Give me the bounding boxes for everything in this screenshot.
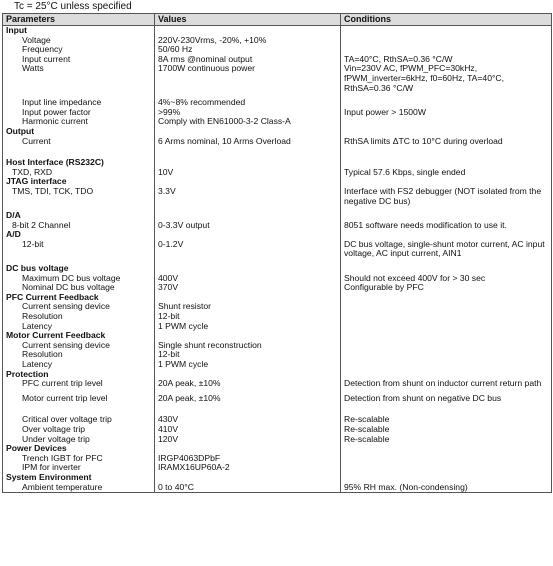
- condition-cell: Should not exceed 400V for > 30 sec: [341, 274, 552, 284]
- parameter-cell: TXD, RXD: [3, 168, 155, 178]
- parameter-cell: Input: [3, 26, 155, 36]
- header-values: Values: [155, 14, 341, 26]
- table-row: [3, 36, 552, 46]
- parameter-cell: System Environment: [3, 473, 155, 483]
- parameter-cell: 12-bit: [3, 240, 155, 259]
- value-cell: 0 to 40°C: [155, 483, 341, 493]
- table-row: [3, 454, 552, 464]
- value-cell: [155, 177, 341, 187]
- parameter-cell: Motor Current Feedback: [3, 331, 155, 341]
- parameter-cell: Protection: [3, 370, 155, 380]
- table-row: [3, 240, 552, 259]
- parameter-cell: Host Interface (RS232C): [3, 158, 155, 168]
- parameter-cell: Maximum DC bus voltage: [3, 274, 155, 284]
- value-cell: Comply with EN61000-3-2 Class-A: [155, 117, 341, 127]
- specifications-table: [2, 13, 552, 493]
- parameter-cell: DC bus voltage: [3, 264, 155, 274]
- condition-cell: Re-scalable: [341, 415, 552, 425]
- parameter-cell: TMS, TDI, TCK, TDO: [3, 187, 155, 206]
- table-row: [3, 350, 552, 360]
- value-cell: 20A peak, ±10%: [155, 379, 341, 389]
- table-row: [3, 312, 552, 322]
- condition-cell: [341, 463, 552, 473]
- table-row: [3, 221, 552, 231]
- parameter-cell: Motor current trip level: [3, 394, 155, 404]
- value-cell: 3.3V: [155, 187, 341, 206]
- condition-cell: RthSA limits ΔTC to 10°C during overload: [341, 137, 552, 147]
- table-caption: Tc = 25°C unless specified: [14, 1, 132, 12]
- spacer-cell: [155, 146, 341, 158]
- condition-cell: 8051 software needs modification to use it.: [341, 221, 552, 231]
- table-row: [3, 379, 552, 389]
- parameter-cell: Input line impedance: [3, 98, 155, 108]
- value-cell: 8A rms @nominal output: [155, 55, 341, 65]
- parameter-cell: Input power factor: [3, 108, 155, 118]
- value-cell: 370V: [155, 283, 341, 293]
- value-cell: 1700W continuous power: [155, 64, 341, 93]
- table-row: [3, 360, 552, 370]
- table-header-row: [3, 14, 552, 26]
- parameter-cell: PFC current trip level: [3, 379, 155, 389]
- value-cell: 12-bit: [155, 350, 341, 360]
- spacer-cell: [155, 403, 341, 415]
- condition-cell: Typical 57.6 Kbps, single ended: [341, 168, 552, 178]
- value-cell: 120V: [155, 435, 341, 445]
- condition-cell: [341, 454, 552, 464]
- parameter-cell: A/D: [3, 230, 155, 240]
- condition-cell: Input power > 1500W: [341, 108, 552, 118]
- value-cell: 0-1.2V: [155, 240, 341, 259]
- value-cell: [155, 158, 341, 168]
- parameter-cell: Nominal DC bus voltage: [3, 283, 155, 293]
- value-cell: 400V: [155, 274, 341, 284]
- parameter-cell: Latency: [3, 360, 155, 370]
- condition-cell: [341, 444, 552, 454]
- parameter-cell: Output: [3, 127, 155, 137]
- spacer-cell: [341, 146, 552, 158]
- header-conditions: Conditions: [341, 14, 552, 26]
- table-row: [3, 168, 552, 178]
- condition-cell: [341, 350, 552, 360]
- parameter-cell: Under voltage trip: [3, 435, 155, 445]
- value-cell: 12-bit: [155, 312, 341, 322]
- table-row: [3, 341, 552, 351]
- value-cell: 50/60 Hz: [155, 45, 341, 55]
- parameter-cell: D/A: [3, 211, 155, 221]
- table-row: [3, 302, 552, 312]
- parameter-cell: Power Devices: [3, 444, 155, 454]
- condition-cell: [341, 322, 552, 332]
- parameter-cell: Frequency: [3, 45, 155, 55]
- condition-cell: Detection from shunt on inductor current return path: [341, 379, 552, 389]
- value-cell: >99%: [155, 108, 341, 118]
- parameter-cell: Current: [3, 137, 155, 147]
- parameter-cell: Harmonic current: [3, 117, 155, 127]
- condition-cell: DC bus voltage, single-shunt motor current, AC input voltage, AC input current, AIN1: [341, 240, 552, 259]
- value-cell: 220V-230Vrms, -20%, +10%: [155, 36, 341, 46]
- value-cell: 430V: [155, 415, 341, 425]
- condition-cell: Interface with FS2 debugger (NOT isolated from the negative DC bus): [341, 187, 552, 206]
- table-row: [3, 435, 552, 445]
- condition-cell: [341, 26, 552, 36]
- parameter-cell: Input current: [3, 55, 155, 65]
- value-cell: [155, 264, 341, 274]
- value-cell: 410V: [155, 425, 341, 435]
- condition-cell: TA=40°C, RthSA=0.36 °C/W: [341, 55, 552, 65]
- condition-cell: [341, 312, 552, 322]
- parameter-cell: JTAG interface: [3, 177, 155, 187]
- condition-cell: 95% RH max. (Non-condensing): [341, 483, 552, 493]
- condition-cell: [341, 341, 552, 351]
- condition-cell: [341, 331, 552, 341]
- parameter-cell: Latency: [3, 322, 155, 332]
- condition-cell: [341, 302, 552, 312]
- parameter-cell: Voltage: [3, 36, 155, 46]
- header-parameters: Parameters: [3, 14, 155, 26]
- parameter-cell: Critical over voltage trip: [3, 415, 155, 425]
- value-cell: 20A peak, ±10%: [155, 394, 341, 404]
- parameter-cell: PFC Current Feedback: [3, 293, 155, 303]
- condition-cell: [341, 36, 552, 46]
- condition-cell: Vin=230V AC, fPWM_PFC=30kHz, fPWM_inverter=6kHz, f0=60Hz, TA=40°C, RthSA=0.36 °C/W: [341, 64, 552, 93]
- section-row: [3, 26, 552, 36]
- table-row: [3, 187, 552, 206]
- parameter-cell: Resolution: [3, 350, 155, 360]
- condition-cell: Detection from shunt on negative DC bus: [341, 394, 552, 404]
- parameter-cell: 8-bit 2 Channel: [3, 221, 155, 231]
- value-cell: 4%~8% recommended: [155, 98, 341, 108]
- parameter-cell: Resolution: [3, 312, 155, 322]
- parameter-cell: Over voltage trip: [3, 425, 155, 435]
- table-row: [3, 137, 552, 147]
- value-cell: Shunt resistor: [155, 302, 341, 312]
- parameter-cell: Ambient temperature: [3, 483, 155, 493]
- value-cell: IRGP4063DPbF: [155, 454, 341, 464]
- condition-cell: Re-scalable: [341, 425, 552, 435]
- parameter-cell: Watts: [3, 64, 155, 93]
- parameter-cell: Trench IGBT for PFC: [3, 454, 155, 464]
- condition-cell: Re-scalable: [341, 435, 552, 445]
- value-cell: 6 Arms nominal, 10 Arms Overload: [155, 137, 341, 147]
- condition-cell: [341, 293, 552, 303]
- value-cell: 0-3.3V output: [155, 221, 341, 231]
- condition-cell: [341, 360, 552, 370]
- value-cell: IRAMX16UP60A-2: [155, 463, 341, 473]
- table-body: [3, 26, 552, 493]
- table-row: [3, 117, 552, 127]
- condition-cell: [341, 117, 552, 127]
- parameter-cell: Current sensing device: [3, 302, 155, 312]
- condition-cell: Configurable by PFC: [341, 283, 552, 293]
- table-row: [3, 45, 552, 55]
- table-row: [3, 64, 552, 93]
- value-cell: 1 PWM cycle: [155, 322, 341, 332]
- parameter-cell: Current sensing device: [3, 341, 155, 351]
- value-cell: Single shunt reconstruction: [155, 341, 341, 351]
- parameter-cell: IPM for inverter: [3, 463, 155, 473]
- table-row: [3, 394, 552, 404]
- value-cell: 10V: [155, 168, 341, 178]
- section-row: [3, 158, 552, 168]
- value-cell: 1 PWM cycle: [155, 360, 341, 370]
- table-row: [3, 483, 552, 493]
